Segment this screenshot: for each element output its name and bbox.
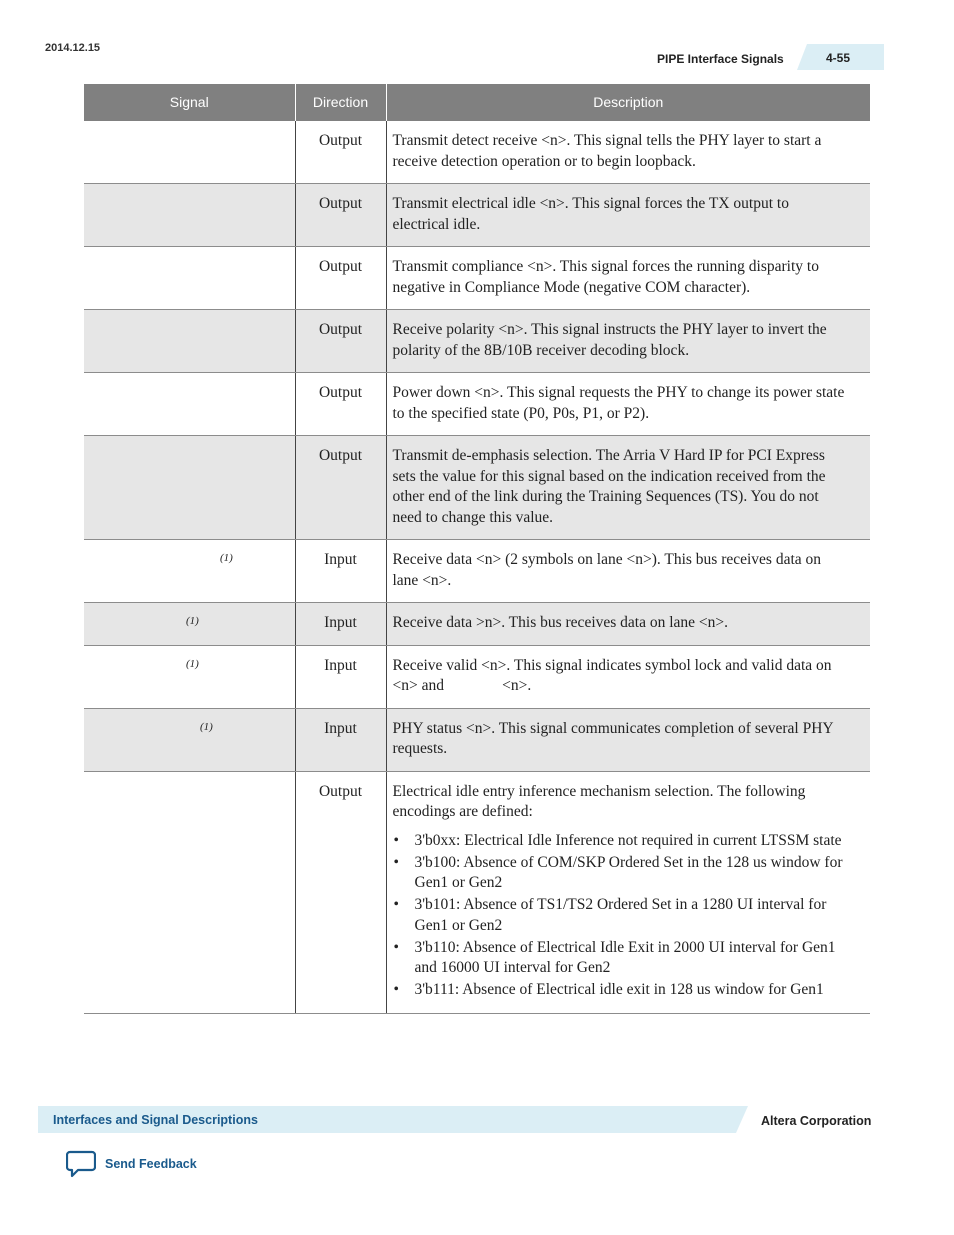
description-cell: Transmit electrical idle <n>. This signal forces the TX output to electrical idle. [386,184,870,247]
description-cell: Receive data >n>. This bus receives data on lane <n>. [386,603,870,646]
description-cell: Receive data <n> (2 symbols on lane <n>). This bus receives data on lane <n>. [386,540,870,603]
signal-cell [84,247,295,310]
table-row [84,540,870,603]
send-feedback-link[interactable] [66,1150,197,1178]
signal-cell [84,184,295,247]
direction-cell: Output [295,310,386,373]
signal-cell [84,436,295,540]
encoding-list [393,831,849,1001]
signal-table [84,84,879,1014]
footnote-marker: (1) [186,615,199,627]
description-cell [386,771,870,1014]
send-feedback-label[interactable]: Send Feedback [105,1157,197,1171]
direction-cell: Input [295,540,386,603]
signal-cell [84,708,295,771]
footnote-marker: (1) [186,657,199,670]
description-cell: PHY status <n>. This signal communicates completion of several PHY requests. [386,708,870,771]
footnote-marker: (1) [220,552,233,564]
direction-cell: Output [295,436,386,540]
direction-cell: Output [295,184,386,247]
description-cell: Receive polarity <n>. This signal instructs the PHY layer to invert the polarity of the 8B/10B receiver decoding block. [386,310,870,373]
table-row [84,708,870,771]
table-row [84,771,870,1014]
page-number: 4-55 [826,51,851,65]
document-date: 2014.12.15 [45,42,101,54]
signal-cell [84,645,295,708]
table-row [84,310,870,373]
signal-cell [84,121,295,184]
table-row [84,184,870,247]
signal-cell [84,540,295,603]
direction-cell: Input [295,603,386,646]
table-row [84,121,870,184]
direction-cell: Output [295,373,386,436]
description-cell: Receive valid <n>. This signal indicates symbol lock and valid data on <n> and <n>. [386,645,870,708]
direction-cell: Input [295,708,386,771]
description-cell: Transmit detect receive <n>. This signal tells the PHY layer to start a receive detection operation or to begin loopback. [386,121,870,184]
encoding-item: • 3'b0xx: Electrical Idle Inference not required in current LTSSM state [415,831,849,852]
description-cell: Transmit compliance <n>. This signal forces the running disparity to negative in Compliance Mode (negative COM character). [386,247,870,310]
encoding-item: • 3'b101: Absence of TS1/TS2 Ordered Set in a 1280 UI interval for Gen1 or Gen2 [415,895,849,936]
footnote-marker: (1) [200,720,213,733]
direction-cell: Input [295,645,386,708]
footer-corporation: Altera Corporation [761,1114,872,1128]
table-row [84,247,870,310]
table-row [84,603,870,646]
table-row [84,645,870,708]
table-header-row [84,84,870,121]
direction-cell: Output [295,247,386,310]
signal-cell [84,771,295,1014]
direction-cell: Output [295,771,386,1014]
table-row [84,436,870,540]
column-header-direction: Direction [295,84,386,121]
description-cell: Transmit de-emphasis selection. The Arria V Hard IP for PCI Express sets the value for this signal based on the indication received from the other end of the link during the Training Sequences (TS). You do not need to change this value. [386,436,870,540]
description-cell: Power down <n>. This signal requests the PHY to change its power state to the specified state (P0, P0s, P1, or P2). [386,373,870,436]
signal-cell [84,603,295,646]
description-intro: Electrical idle entry inference mechanism selection. The following encodings are defined: [392,782,806,820]
signal-cell [84,310,295,373]
encoding-item: • 3'b110: Absence of Electrical Idle Exit in 2000 UI interval for Gen1 and 16000 UI interval for Gen2 [415,938,849,979]
direction-cell: Output [295,121,386,184]
table-row [84,373,870,436]
encoding-item: • 3'b111: Absence of Electrical idle exit in 128 us window for Gen1 [415,980,849,1001]
column-header-description: Description [386,84,870,121]
encoding-item: • 3'b100: Absence of COM/SKP Ordered Set in the 128 us window for Gen1 or Gen2 [415,853,849,894]
signal-cell [84,373,295,436]
page-section-title: PIPE Interface Signals [657,52,784,66]
column-header-signal: Signal [84,84,295,121]
footer-section-link[interactable]: Interfaces and Signal Descriptions [53,1113,258,1127]
speech-bubble-icon [66,1150,96,1178]
